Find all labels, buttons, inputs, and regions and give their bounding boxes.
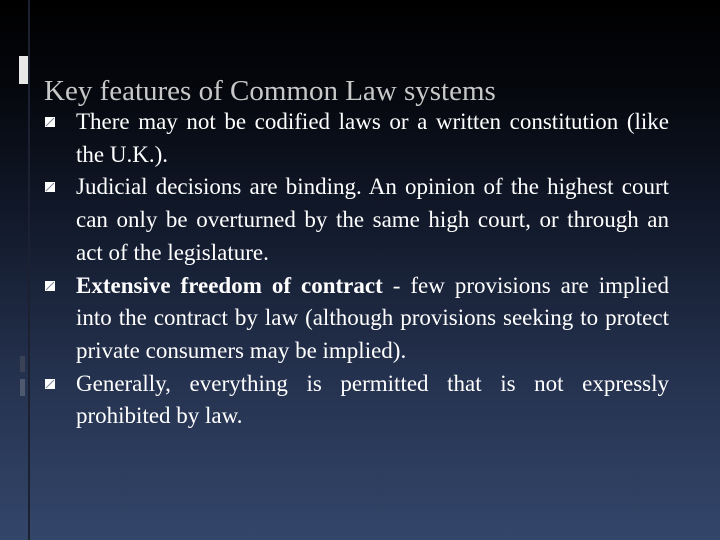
bullet-item-3 <box>44 270 669 368</box>
bullet-text-3: - few provisions are implied into the contract by law (although provisions seeking to protect private consumers may be implied). <box>76 272 669 363</box>
square-bullet-icon <box>45 171 67 204</box>
bullet-item-4 <box>44 368 669 433</box>
side-marker-upper <box>20 356 25 372</box>
square-bullet-icon <box>45 270 67 303</box>
side-marker-lower <box>20 379 25 396</box>
square-bullet-icon <box>45 106 67 139</box>
bullet-text-2: Judicial decisions are binding. An opinion of the highest court can only be overturned by the same high court, or through an act of the legislature. <box>76 174 669 265</box>
left-accent-bar <box>28 0 30 540</box>
bullet-text-1: There may not be codified laws or a written constitution (like the U.K.). <box>76 109 669 167</box>
title-marker <box>19 56 28 84</box>
slide-title: Key features of Common Law systems <box>44 75 496 107</box>
bullet-bold-text-3: Extensive freedom of contract <box>76 272 383 298</box>
bullet-text-4: Generally, everything is permitted that is not expressly prohibited by law. <box>76 370 669 429</box>
square-bullet-icon <box>45 368 67 401</box>
bullet-item-1 <box>44 106 669 171</box>
bullet-item-2 <box>44 171 669 269</box>
bullet-list <box>44 106 669 433</box>
